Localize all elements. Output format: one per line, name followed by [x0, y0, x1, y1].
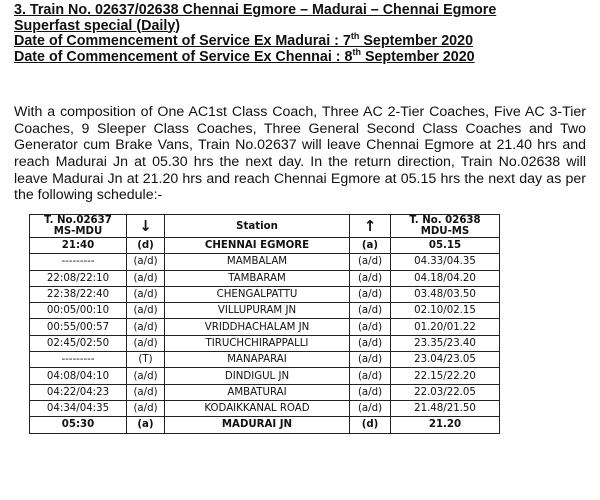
station-name: TIRUCHCHIRAPPALLI [165, 335, 350, 351]
table-row [30, 335, 500, 351]
down-time: 22:38/22:40 [30, 286, 127, 302]
up-action: (a) [350, 238, 391, 254]
madurai-date-prefix: Date of Commencement of Service Ex Madurai : 7 [14, 33, 351, 49]
table-row [30, 286, 500, 302]
section-heading [14, 3, 594, 65]
down-time: --------- [30, 254, 127, 270]
down-time: 04:34/04:35 [30, 400, 127, 416]
down-action: (a/d) [127, 400, 165, 416]
heading-line-3 [14, 31, 594, 50]
chennai-date-suffix: September 2020 [360, 48, 475, 65]
station-name: DINDIGUL JN [165, 368, 350, 384]
table-row [30, 319, 500, 335]
up-time: 04.18/04.20 [391, 270, 500, 286]
header-train-02638 [391, 215, 500, 238]
down-action: (a/d) [127, 254, 165, 270]
table-row [30, 270, 500, 286]
up-time: 01.20/01.22 [391, 319, 500, 335]
heading-line-1 [14, 3, 594, 19]
up-time: 21.48/21.50 [391, 400, 500, 416]
station-name: MAMBALAM [165, 254, 350, 270]
station-name: CHENGALPATTU [165, 286, 350, 302]
down-action: (a/d) [127, 303, 165, 319]
header-train-02638-no: T. No. 02638 [409, 215, 481, 226]
down-time: 21:40 [30, 238, 127, 254]
header-train-02637-no: T. No.02637 [44, 215, 112, 226]
station-name: CHENNAI EGMORE [165, 238, 350, 254]
up-time: 03.48/03.50 [391, 286, 500, 302]
up-action: (a/d) [350, 368, 391, 384]
down-action: (d) [127, 238, 165, 254]
down-action: (a/d) [127, 270, 165, 286]
up-time: 22.15/22.20 [391, 368, 500, 384]
down-arrow-icon: ↓ [127, 215, 165, 238]
down-action: (a) [127, 417, 165, 433]
station-name: MADURAI JN [165, 417, 350, 433]
station-name: KODAIKKANAL ROAD [165, 400, 350, 416]
down-time: 04:08/04:10 [30, 368, 127, 384]
heading-line-4 [14, 46, 594, 66]
down-time: 22:08/22:10 [30, 270, 127, 286]
up-action: (d) [350, 417, 391, 433]
up-action: (a/d) [350, 303, 391, 319]
header-train-02637-route: MS-MDU [53, 226, 103, 237]
heading-line-2: Superfast special (Daily) [14, 17, 181, 34]
up-time: 02.10/02.15 [391, 303, 500, 319]
header-train-02637 [30, 215, 127, 238]
up-time: 21.20 [391, 417, 500, 433]
down-action: (T) [127, 352, 165, 368]
down-time: 02:45/02:50 [30, 335, 127, 351]
down-action: (a/d) [127, 384, 165, 400]
down-time: 04:22/04:23 [30, 384, 127, 400]
station-name: MANAPARAI [165, 352, 350, 368]
header-train-02638-route: MDU-MS [420, 226, 470, 237]
up-action: (a/d) [350, 270, 391, 286]
schedule-table [29, 214, 500, 434]
table-row [30, 417, 500, 433]
madurai-date-suffix: September 2020 [359, 33, 474, 49]
up-action: (a/d) [350, 384, 391, 400]
up-action: (a/d) [350, 400, 391, 416]
composition-paragraph: With a composition of One AC1st Class Coach, Three AC 2-Tier Coaches, Five AC 3-Tier Coaches, 9 Sleeper Class Coaches, Three General Second Class Coaches and Two Generator cum Brake Vans, Train No.02637 will leave Chennai Egmore at 21.40 hrs and reach Madurai Jn at 05.30 hrs the next day. In the return direction, Train No.02638 will leave Madurai Jn at 21.20 hrs and reach Chennai Egmore at 05.15 hrs the next day as per the following schedule:- [14, 104, 586, 204]
heading-title: 3. Train No. 02637/02638 Chennai Egmore – Madurai – Chennai Egmore [14, 2, 497, 18]
table-row [30, 238, 500, 254]
down-action: (a/d) [127, 335, 165, 351]
madurai-date-sup: th [350, 31, 360, 41]
station-name: TAMBARAM [165, 270, 350, 286]
table-header-row [30, 215, 500, 238]
down-time: 00:05/00:10 [30, 303, 127, 319]
down-action: (a/d) [127, 319, 165, 335]
down-time: 00:55/00:57 [30, 319, 127, 335]
table-row [30, 368, 500, 384]
station-name: AMBATURAI [165, 384, 350, 400]
up-time: 23.35/23.40 [391, 335, 500, 351]
station-name: VILLUPURAM JN [165, 303, 350, 319]
up-action: (a/d) [350, 319, 391, 335]
down-action: (a/d) [127, 368, 165, 384]
chennai-date-prefix: Date of Commencement of Service Ex Chennai : 8 [14, 48, 353, 65]
up-time: 05.15 [391, 238, 500, 254]
down-time: --------- [30, 352, 127, 368]
schedule-body [30, 238, 500, 434]
up-action: (a/d) [350, 352, 391, 368]
down-time: 05:30 [30, 417, 127, 433]
station-name: VRIDDHACHALAM JN [165, 319, 350, 335]
up-time: 04.33/04.35 [391, 254, 500, 270]
table-row [30, 352, 500, 368]
up-action: (a/d) [350, 335, 391, 351]
down-action: (a/d) [127, 286, 165, 302]
up-action: (a/d) [350, 254, 391, 270]
up-time: 22.03/22.05 [391, 384, 500, 400]
up-time: 23.04/23.05 [391, 352, 500, 368]
table-row [30, 400, 500, 416]
table-row [30, 303, 500, 319]
up-action: (a/d) [350, 286, 391, 302]
table-row [30, 384, 500, 400]
table-row [30, 254, 500, 270]
up-arrow-icon: ↑ [350, 215, 391, 238]
chennai-date-sup: th [352, 46, 361, 57]
header-station: Station [165, 215, 350, 238]
